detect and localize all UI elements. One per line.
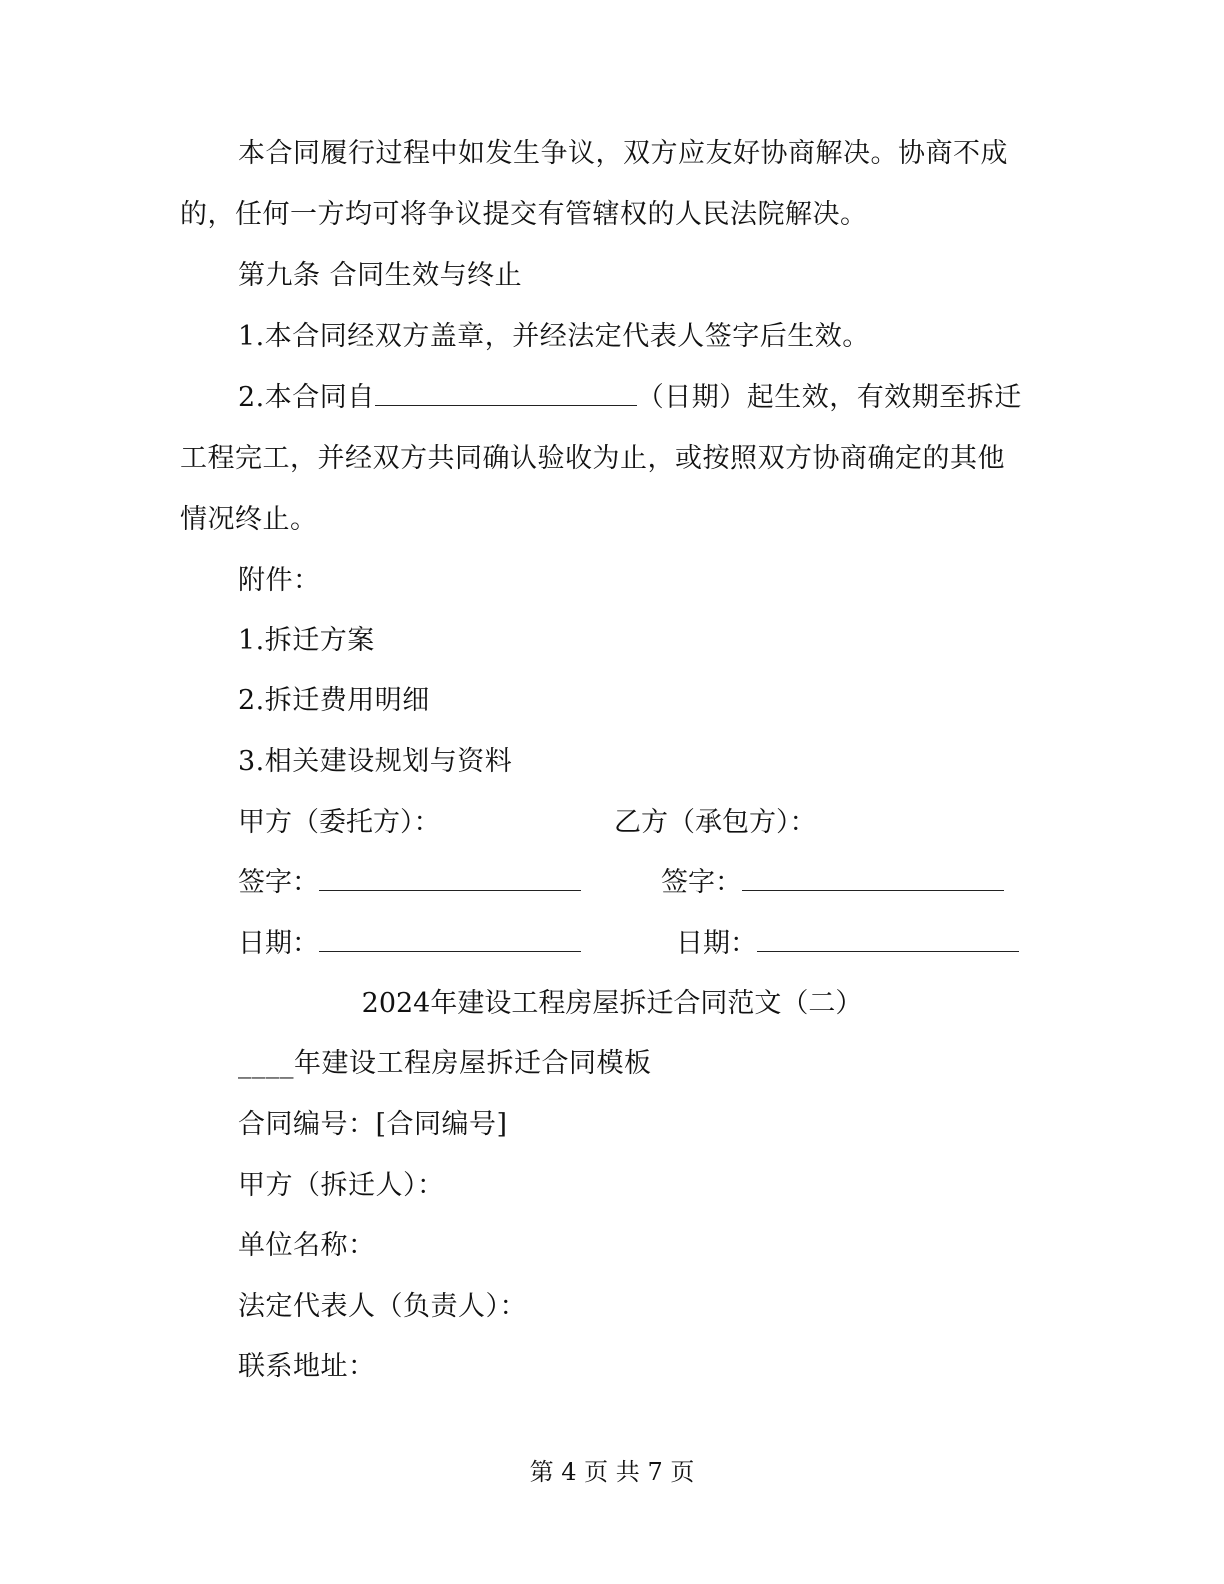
- party-a-label: 甲方（委托方）：: [238, 807, 441, 838]
- section-2-title: 2024年建设工程房屋拆迁合同范文（二）: [361, 988, 863, 1019]
- attachment-item: 3.相关建设规划与资料: [238, 746, 513, 777]
- attachment-item: 1.拆迁方案: [238, 625, 375, 656]
- attachments-label: 附件：: [238, 565, 321, 596]
- party-b-sign-row: [661, 852, 1004, 913]
- article-9-item-2-line3: 情况终止。: [180, 504, 318, 535]
- party-a-date-row: [238, 913, 581, 974]
- party-b-date-row: [676, 913, 1019, 974]
- contract-number: 合同编号：[合同编号]: [238, 1109, 508, 1140]
- party-a-demolisher-label: 甲方（拆迁人）：: [238, 1170, 445, 1201]
- article-9-item-2-line2: 工程完工，并经双方共同确认验收为止，或按照双方协商确定的其他: [180, 443, 1005, 474]
- date-label-b: 日期：: [676, 928, 757, 959]
- party-b-sign-blank: [742, 868, 1004, 891]
- unit-name-label: 单位名称：: [238, 1230, 376, 1261]
- article-9-item-2-after-blank: （日期）起生效，有效期至拆迁: [636, 382, 1022, 413]
- contact-address-label: 联系地址：: [238, 1351, 376, 1382]
- template-year-blank: ____: [238, 1048, 294, 1079]
- attachment-item: 2.拆迁费用明细: [238, 685, 430, 716]
- date-label-a: 日期：: [238, 928, 319, 959]
- party-a-sign-blank: [319, 868, 581, 891]
- template-title: 年建设工程房屋拆迁合同模板: [294, 1048, 652, 1079]
- legal-representative-label: 法定代表人（负责人）：: [238, 1291, 527, 1322]
- sign-label-b: 签字：: [661, 867, 742, 898]
- template-title-row: [238, 1033, 1098, 1094]
- article-9-title: 第九条 合同生效与终止: [238, 260, 523, 291]
- party-a-sign-row: [238, 852, 581, 913]
- sign-label-a: 签字：: [238, 867, 319, 898]
- party-b-date-blank: [757, 929, 1019, 952]
- article-9-item-1: 1.本合同经双方盖章，并经法定代表人签字后生效。: [238, 321, 870, 352]
- party-b-label: 乙方（承包方）：: [614, 807, 817, 838]
- dispute-paragraph-line1: 本合同履行过程中如发生争议，双方应友好协商解决。协商不成: [238, 138, 1008, 169]
- dispute-paragraph-line2: 的，任何一方均可将争议提交有管辖权的人民法院解决。: [180, 199, 868, 230]
- article-9-item-2-start: 2.本合同自: [238, 382, 375, 413]
- article-9-item-2-line1: [238, 367, 1098, 428]
- party-a-date-blank: [319, 929, 581, 952]
- effective-date-blank: [375, 383, 637, 406]
- page-number-footer: 第 4 页 共 7 页: [529, 1458, 695, 1486]
